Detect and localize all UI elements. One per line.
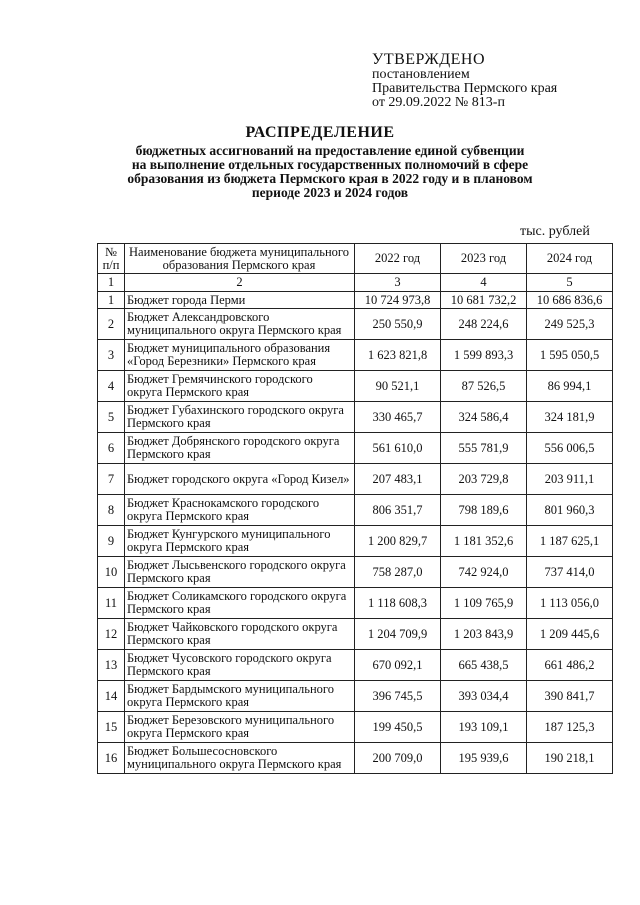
row-value-2024: 556 006,5 bbox=[527, 433, 613, 464]
table-row bbox=[98, 743, 613, 774]
row-value-2022: 330 465,7 bbox=[355, 402, 441, 433]
row-number: 12 bbox=[98, 619, 125, 650]
document-title: РАСПРЕДЕЛЕНИЕ bbox=[245, 124, 395, 141]
table-row bbox=[98, 309, 613, 340]
row-budget-name: Бюджет Губахинского городского округа Пермского края bbox=[125, 402, 355, 433]
row-value-2024: 661 486,2 bbox=[527, 650, 613, 681]
header-num: № п/п bbox=[98, 244, 125, 274]
row-number: 10 bbox=[98, 557, 125, 588]
units-label: тыс. рублей bbox=[520, 224, 590, 239]
row-budget-name: Бюджет Березовского муниципального округа Пермского края bbox=[125, 712, 355, 743]
row-value-2024: 1 113 056,0 bbox=[527, 588, 613, 619]
index-cell: 4 bbox=[441, 274, 527, 292]
row-budget-name: Бюджет муниципального образования «Город Березники» Пермского края bbox=[125, 340, 355, 371]
table-row bbox=[98, 681, 613, 712]
row-number: 4 bbox=[98, 371, 125, 402]
row-value-2023: 393 034,4 bbox=[441, 681, 527, 712]
row-number: 16 bbox=[98, 743, 125, 774]
row-value-2023: 324 586,4 bbox=[441, 402, 527, 433]
row-number: 2 bbox=[98, 309, 125, 340]
index-cell: 3 bbox=[355, 274, 441, 292]
row-budget-name: Бюджет Добрянского городского округа Пермского края bbox=[125, 433, 355, 464]
table-header-row bbox=[98, 244, 613, 274]
index-cell: 2 bbox=[125, 274, 355, 292]
row-value-2022: 670 092,1 bbox=[355, 650, 441, 681]
row-value-2024: 324 181,9 bbox=[527, 402, 613, 433]
row-value-2023: 87 526,5 bbox=[441, 371, 527, 402]
row-value-2023: 555 781,9 bbox=[441, 433, 527, 464]
table-row bbox=[98, 588, 613, 619]
row-number: 3 bbox=[98, 340, 125, 371]
row-value-2023: 248 224,6 bbox=[441, 309, 527, 340]
subtitle-line-2: на выполнение отдельных государственных полномочий в сфере bbox=[131, 157, 529, 172]
row-value-2024: 737 414,0 bbox=[527, 557, 613, 588]
row-budget-name: Бюджет Лысьвенского городского округа Пермского края bbox=[125, 557, 355, 588]
row-value-2022: 1 623 821,8 bbox=[355, 340, 441, 371]
row-value-2024: 203 911,1 bbox=[527, 464, 613, 495]
subtitle-line-4: периоде 2023 и 2024 годов bbox=[251, 185, 409, 200]
approval-line-1: постановлением bbox=[372, 67, 470, 82]
row-value-2022: 758 287,0 bbox=[355, 557, 441, 588]
row-budget-name: Бюджет городского округа «Город Кизел» bbox=[125, 464, 355, 495]
row-value-2022: 1 200 829,7 bbox=[355, 526, 441, 557]
row-value-2023: 1 109 765,9 bbox=[441, 588, 527, 619]
row-value-2022: 207 483,1 bbox=[355, 464, 441, 495]
table-row bbox=[98, 292, 613, 309]
approval-line-2: Правительства Пермского края bbox=[372, 81, 558, 96]
row-number: 9 bbox=[98, 526, 125, 557]
row-value-2024: 10 686 836,6 bbox=[527, 292, 613, 309]
row-value-2023: 742 924,0 bbox=[441, 557, 527, 588]
row-value-2024: 86 994,1 bbox=[527, 371, 613, 402]
row-budget-name: Бюджет Краснокамского городского округа Пермского края bbox=[125, 495, 355, 526]
row-number: 6 bbox=[98, 433, 125, 464]
row-number: 5 bbox=[98, 402, 125, 433]
row-value-2023: 195 939,6 bbox=[441, 743, 527, 774]
row-value-2024: 801 960,3 bbox=[527, 495, 613, 526]
subtitle-line-3: образования из бюджета Пермского края в 2022 году и в плановом bbox=[127, 171, 533, 186]
table-row bbox=[98, 340, 613, 371]
row-budget-name: Бюджет Большесосновского муниципального округа Пермского края bbox=[125, 743, 355, 774]
subtitle-line-1: бюджетных ассигнований на предоставление единой субвенции bbox=[135, 143, 525, 158]
table-row bbox=[98, 495, 613, 526]
row-value-2023: 1 203 843,9 bbox=[441, 619, 527, 650]
header-2022: 2022 год bbox=[355, 244, 441, 274]
row-budget-name: Бюджет Бардымского муниципального округа Пермского края bbox=[125, 681, 355, 712]
row-number: 15 bbox=[98, 712, 125, 743]
row-value-2023: 193 109,1 bbox=[441, 712, 527, 743]
row-number: 13 bbox=[98, 650, 125, 681]
table-row bbox=[98, 557, 613, 588]
row-number: 8 bbox=[98, 495, 125, 526]
row-value-2022: 90 521,1 bbox=[355, 371, 441, 402]
approval-heading: УТВЕРЖДЕНО bbox=[372, 51, 486, 68]
row-value-2022: 199 450,5 bbox=[355, 712, 441, 743]
row-budget-name: Бюджет Чайковского городского округа Пермского края bbox=[125, 619, 355, 650]
row-value-2024: 390 841,7 bbox=[527, 681, 613, 712]
header-name: Наименование бюджета муниципального образования Пермского края bbox=[125, 244, 355, 274]
row-number: 14 bbox=[98, 681, 125, 712]
row-budget-name: Бюджет города Перми bbox=[125, 292, 355, 309]
row-value-2024: 187 125,3 bbox=[527, 712, 613, 743]
table-row bbox=[98, 464, 613, 495]
table-row bbox=[98, 619, 613, 650]
row-budget-name: Бюджет Александровского муниципального округа Пермского края bbox=[125, 309, 355, 340]
row-number: 11 bbox=[98, 588, 125, 619]
row-value-2022: 200 709,0 bbox=[355, 743, 441, 774]
row-value-2024: 190 218,1 bbox=[527, 743, 613, 774]
table-body bbox=[98, 292, 613, 774]
table-row bbox=[98, 371, 613, 402]
table-row bbox=[98, 650, 613, 681]
document-subtitle bbox=[100, 144, 560, 200]
row-value-2022: 10 724 973,8 bbox=[355, 292, 441, 309]
row-budget-name: Бюджет Кунгурского муниципального округа Пермского края bbox=[125, 526, 355, 557]
row-value-2024: 1 595 050,5 bbox=[527, 340, 613, 371]
header-2023: 2023 год bbox=[441, 244, 527, 274]
table-row bbox=[98, 712, 613, 743]
row-value-2022: 396 745,5 bbox=[355, 681, 441, 712]
row-value-2024: 1 209 445,6 bbox=[527, 619, 613, 650]
row-value-2022: 1 118 608,3 bbox=[355, 588, 441, 619]
row-value-2023: 1 181 352,6 bbox=[441, 526, 527, 557]
row-budget-name: Бюджет Соликамского городского округа Пермского края bbox=[125, 588, 355, 619]
row-value-2022: 1 204 709,9 bbox=[355, 619, 441, 650]
row-budget-name: Бюджет Гремячинского городского округа Пермского края bbox=[125, 371, 355, 402]
index-cell: 1 bbox=[98, 274, 125, 292]
table-row bbox=[98, 526, 613, 557]
row-value-2022: 561 610,0 bbox=[355, 433, 441, 464]
row-value-2023: 203 729,8 bbox=[441, 464, 527, 495]
row-number: 1 bbox=[98, 292, 125, 309]
row-value-2022: 250 550,9 bbox=[355, 309, 441, 340]
row-value-2023: 665 438,5 bbox=[441, 650, 527, 681]
row-value-2023: 798 189,6 bbox=[441, 495, 527, 526]
budget-table bbox=[97, 243, 613, 774]
row-number: 7 bbox=[98, 464, 125, 495]
table-row bbox=[98, 433, 613, 464]
row-value-2023: 1 599 893,3 bbox=[441, 340, 527, 371]
header-2024: 2024 год bbox=[527, 244, 613, 274]
table-row bbox=[98, 402, 613, 433]
row-value-2022: 806 351,7 bbox=[355, 495, 441, 526]
row-value-2024: 1 187 625,1 bbox=[527, 526, 613, 557]
approval-block bbox=[372, 53, 557, 110]
row-value-2023: 10 681 732,2 bbox=[441, 292, 527, 309]
approval-line-3: от 29.09.2022 № 813-п bbox=[372, 95, 505, 110]
table-index-row bbox=[98, 274, 613, 292]
row-budget-name: Бюджет Чусовского городского округа Пермского края bbox=[125, 650, 355, 681]
row-value-2024: 249 525,3 bbox=[527, 309, 613, 340]
index-cell: 5 bbox=[527, 274, 613, 292]
